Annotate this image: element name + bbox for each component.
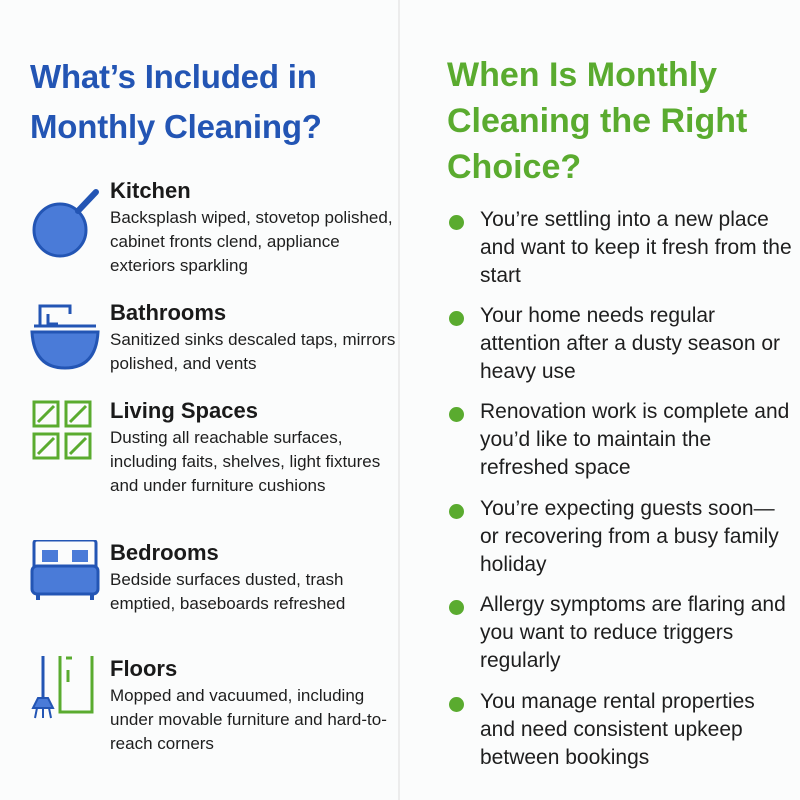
included-column (30, 52, 390, 152)
category-title: Bedrooms (110, 540, 219, 565)
bullet-dot (449, 697, 464, 712)
bullet-text: Renovation work is complete and you’d like to maintain the refreshed space (480, 400, 790, 479)
bed-icon (30, 540, 100, 620)
category-description: Bedside surfaces dusted, trash emptied, baseboards refreshed (110, 570, 346, 613)
category-title: Living Spaces (110, 398, 258, 423)
bullet-dot (449, 407, 464, 422)
sink-icon (30, 300, 100, 380)
bullet-text: Your home needs regular attention after a dusty season or heavy use (480, 304, 781, 383)
bullet-text: You’re settling into a new place and want to keep it fresh from the start (480, 208, 792, 287)
bullet-dot (449, 600, 464, 615)
bullet-dot (449, 311, 464, 326)
bullet-dot (449, 504, 464, 519)
bullet-text: Allergy symptoms are flaring and you want to reduce triggers regularly (480, 593, 786, 672)
category-description: Dusting all reachable surfaces, including faits, shelves, light fixtures and under furniture cushions (110, 428, 381, 495)
right-choice-column (447, 52, 792, 190)
category-title: Bathrooms (110, 300, 227, 325)
broom-icon (30, 656, 100, 736)
category-description: Backsplash wiped, stovetop polished, cabinet fronts clend, appliance exteriors sparkling (110, 208, 393, 275)
right-choice-heading: When Is Monthly Cleaning the Right Choice? (447, 56, 748, 186)
bullet-text: You manage rental properties and need consistent upkeep between bookings (480, 690, 755, 769)
pan-icon (30, 178, 100, 258)
category-title: Floors (110, 656, 178, 681)
category-description: Mopped and vacuumed, including under movable furniture and hard-to-reach corners (110, 686, 387, 753)
category-title: Kitchen (110, 178, 191, 203)
included-heading: What’s Included in Monthly Cleaning? (30, 58, 322, 145)
category-description: Sanitized sinks descaled taps, mirrors polished, and vents (110, 330, 396, 373)
bullet-text: You’re expecting guests soon—or recovering from a busy family holiday (480, 497, 779, 576)
bullet-dot (449, 215, 464, 230)
window-grid-icon (30, 398, 100, 478)
